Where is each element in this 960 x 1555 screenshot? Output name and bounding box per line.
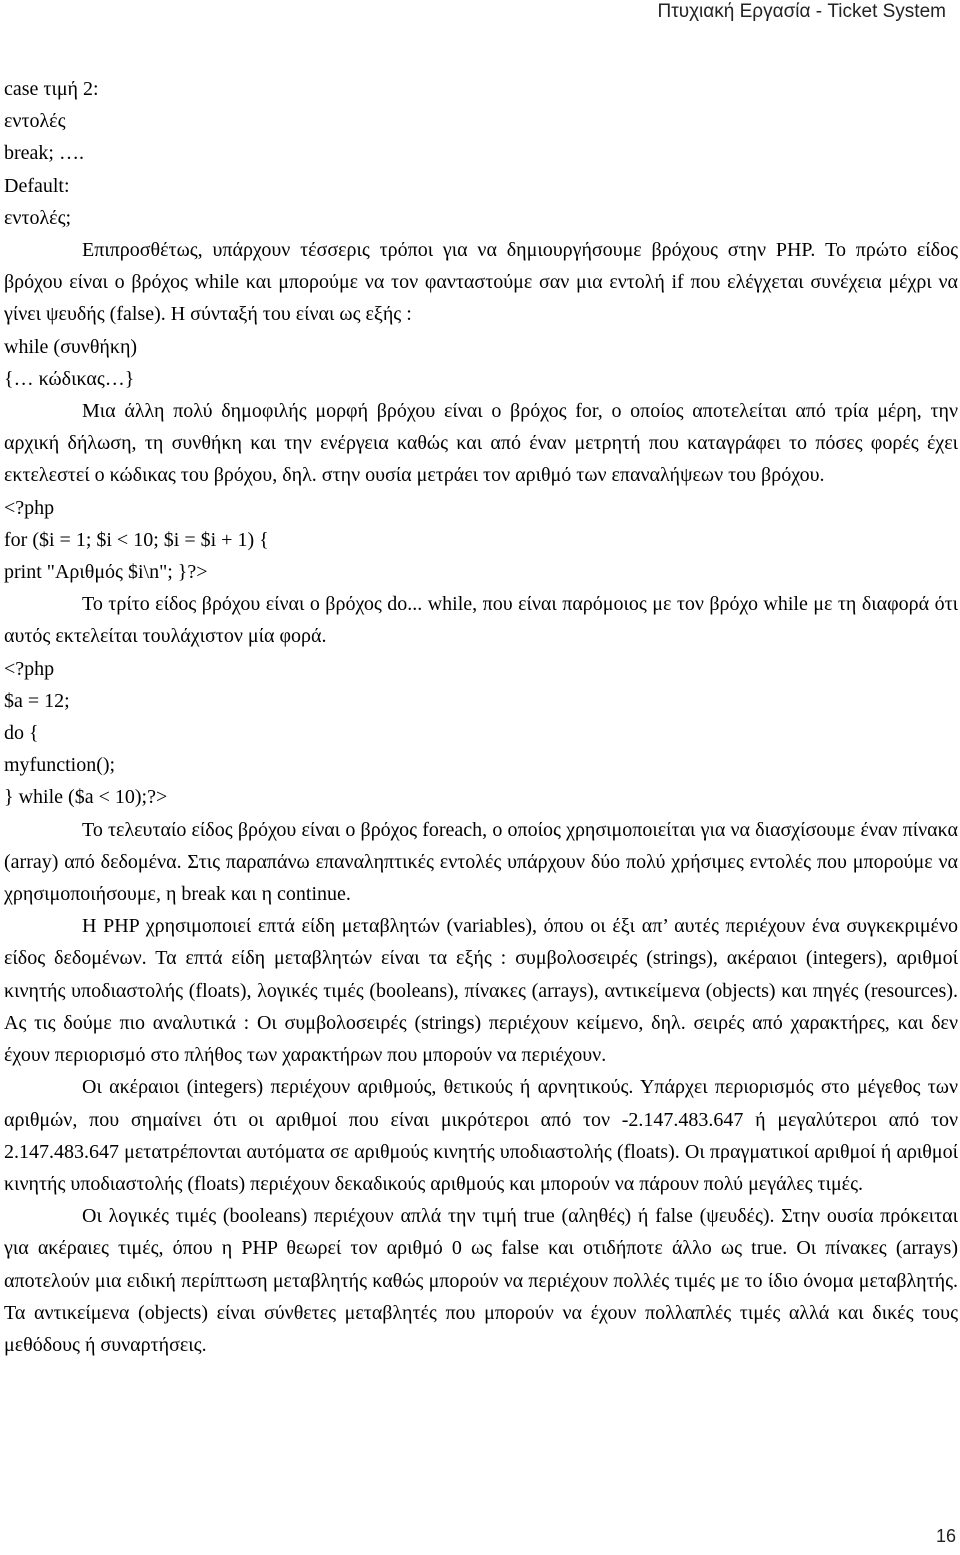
- paragraph-loops: Επιπροσθέτως, υπάρχουν τέσσερις τρόποι για να δημιουργήσουμε βρόχους στην PHP. Το πρώτο είδος βρόχου είναι ο βρόχος while και μπορούμε να τον φανταστούμε σαν μια εντολή if που ελέγχεται συνέχεια μέχρι να γίνει ψευδής (false). Η σύνταξή του είναι ως εξής :: [4, 239, 958, 326]
- code-line: while (συνθήκη): [4, 335, 138, 358]
- paragraph-foreach: Το τελευταίο είδος βρόχου είναι ο βρόχος foreach, ο οποίος χρησιμοποιείται για να διασχίσουμε έναν πίνακα (array) από δεδομένα. Στις παραπάνω επαναληπτικές εντολές υπάρχουν δύο πολύ χρήσιμες εντολές που μπορούμε να χρησιμοποιήσουμε, η break και η continue.: [4, 818, 958, 906]
- code-line: <?php: [4, 496, 55, 519]
- paragraph-booleans: Οι λογικές τιμές (booleans) περιέχουν απλά την τιμή true (αληθές) ή false (ψευδές). Στην ουσία πρόκειται για ακέραιες τιμές, όπου η PHP θεωρεί τον αριθμό 0 ως false και οτιδήποτε άλλο ως true. Οι πίνακες (arrays) αποτελούν μια ειδική περίπτωση μεταβλητής καθώς μπορούν να περιέχουν πολλές τιμές με το ίδιο όνομα μεταβλητής. Τα αντικείμενα (objects) είναι σύνθετες μεταβλητές που μπορούν να έχουν πολλαπλές τιμές αλλά και δικές τους μεθόδους ή συναρτήσεις.: [4, 1205, 958, 1356]
- for-code-block: [4, 492, 958, 589]
- code-line: case τιμή 2:: [4, 78, 99, 100]
- code-line: {… κώδικας…}: [4, 367, 135, 390]
- switch-code-block: [4, 73, 958, 234]
- code-line: } while ($a < 10);?>: [4, 786, 168, 809]
- while-syntax-block: [4, 331, 958, 395]
- page-number: 16: [935, 1526, 956, 1546]
- paragraph-do-while: Το τρίτο είδος βρόχου είναι ο βρόχος do... while, που είναι παρόμοιος με τον βρόχο while με τη διαφορά ότι αυτός εκτελείται τουλάχιστον μία φορά.: [4, 593, 958, 648]
- code-line: <?php: [4, 657, 55, 680]
- paragraph-integers: Οι ακέραιοι (integers) περιέχουν αριθμούς, θετικούς ή αρνητικούς. Υπάρχει περιορισμός στο μέγεθος των αριθμών, που σημαίνει ότι οι αριθμοί που είναι μικρότεροι από τον -2.147.483.647 ή μεγαλύτεροι από τον 2.147.483.647 μετατρέπονται αυτόματα σε αριθμούς κινητής υποδιαστολής (floats). Οι πραγματικοί αριθμοί ή αριθμοί κινητής υποδιαστολής (floats) περιέχουν δεκαδικούς αριθμούς και μπορούν να πάρουν πολύ μεγάλες τιμές.: [4, 1076, 958, 1195]
- paragraph-for-loop: Μια άλλη πολύ δημοφιλής μορφή βρόχου είναι ο βρόχος for, ο οποίος αποτελείται από τρία μέρη, την αρχική δήλωση, τη συνθήκη και την ενέργεια καθώς και από έναν μετρητή που καταγράφει το πόσες φορές έχει εκτελεστεί ο κώδικας του βρόχου, δηλ. στην ουσία μετράει τον αριθμό των επαναλήψεων του βρόχου.: [4, 400, 958, 487]
- code-line: break; ….: [4, 142, 84, 165]
- code-line: for ($i = 1; $i < 10; $i = $i + 1) {: [4, 528, 269, 551]
- do-while-code-block: [4, 653, 958, 814]
- code-line: myfunction();: [4, 754, 116, 777]
- code-line: Default:: [4, 174, 70, 197]
- code-line: εντολές: [4, 110, 66, 133]
- code-line: $a = 12;: [4, 689, 70, 712]
- code-line: do {: [4, 722, 39, 745]
- paragraph-variables: Η PHP χρησιμοποιεί επτά είδη μεταβλητών (variables), όπου οι έξι απ’ αυτές περιέχουν ένα συγκεκριμένο είδος δεδομένων. Τα επτά είδη μεταβλητών είναι τα εξής : συμβολοσειρές (strings), ακέραιοι (integers), αριθμοί κινητής υποδιαστολής (floats), λογικές τιμές (booleans), πίνακες (arrays), αντικείμενα (objects) και πηγές (resources). Ας τις δούμε πιο αναλυτικά : Οι συμβολοσειρές (strings) περιέχουν κείμενο, δηλ. σειρές από χαρακτήρες, και δεν έχουν περιορισμό στο πλήθος των χαρακτήρων που μπορούν να περιέχουν.: [4, 915, 958, 1067]
- page-header: Πτυχιακή Εργασία - Ticket System: [657, 1, 946, 22]
- code-line: εντολές;: [4, 206, 72, 229]
- code-line: print "Αριθμός $i\n"; }?>: [4, 561, 208, 584]
- document-body: [4, 73, 958, 1361]
